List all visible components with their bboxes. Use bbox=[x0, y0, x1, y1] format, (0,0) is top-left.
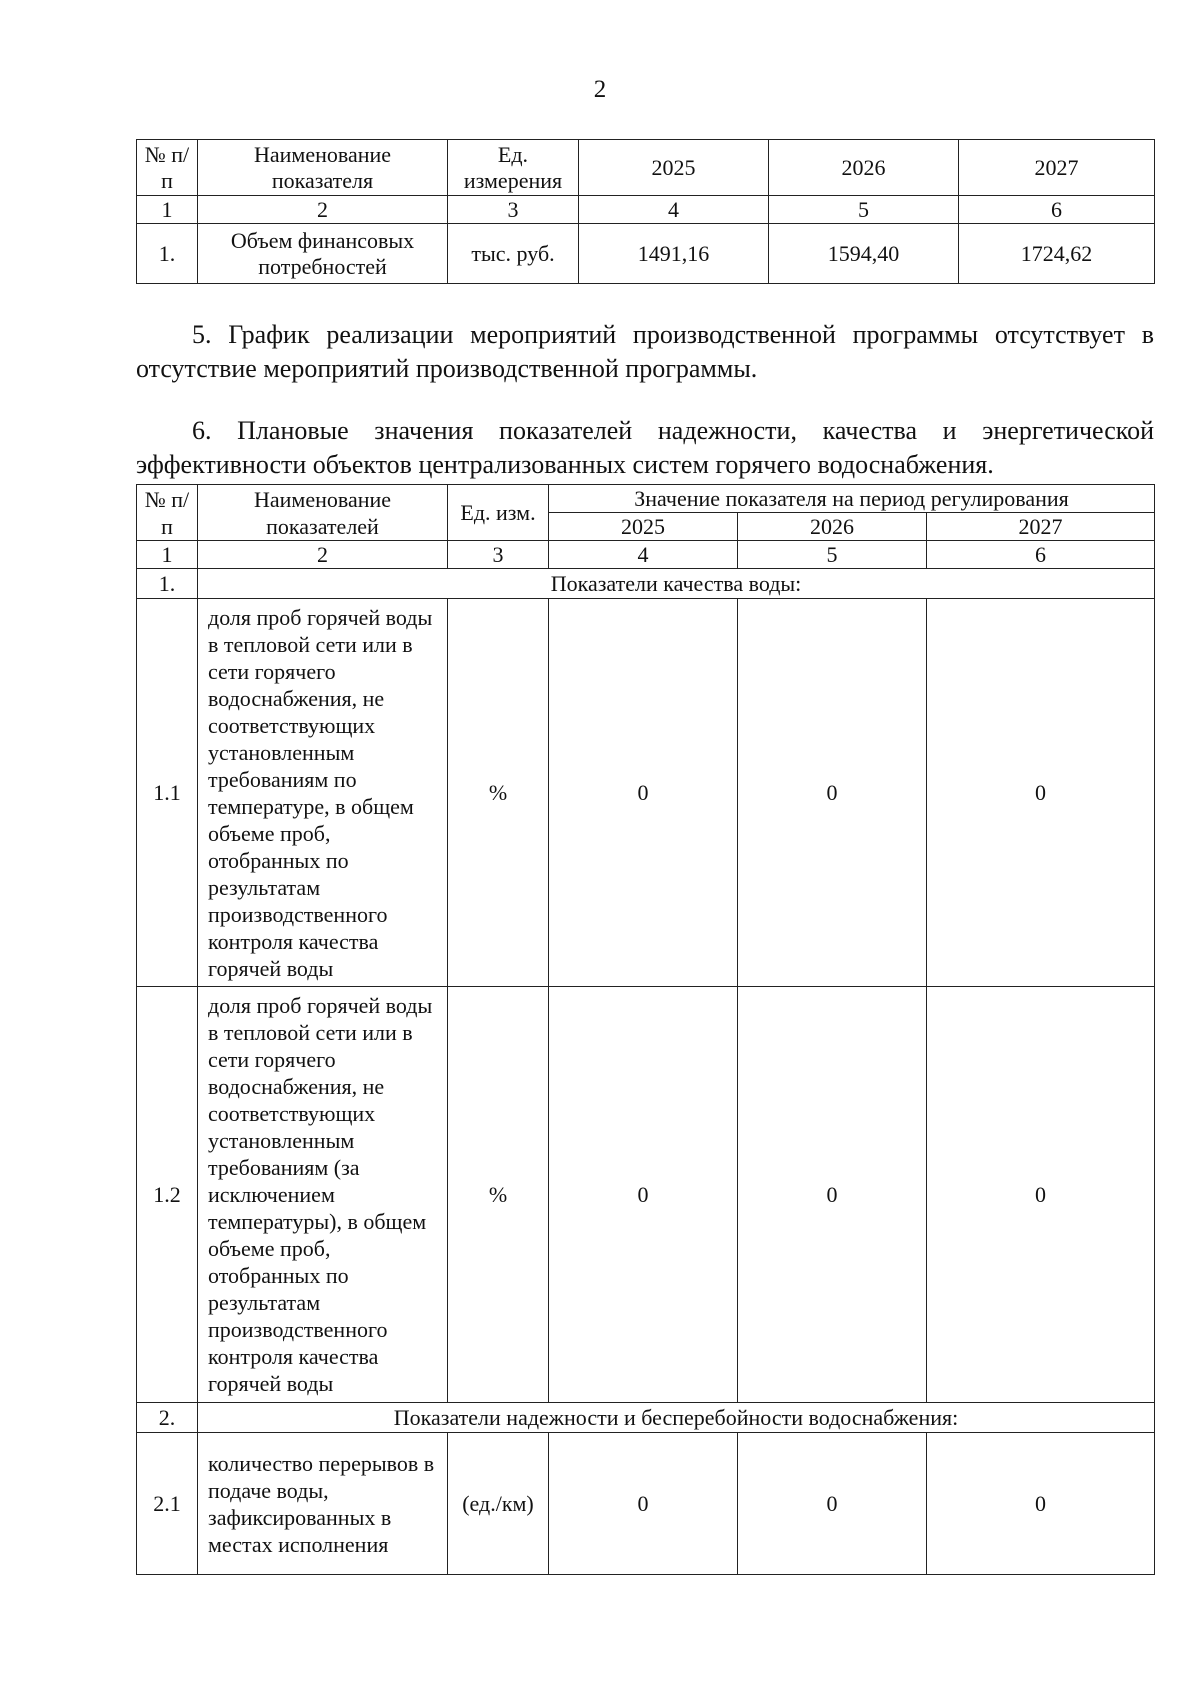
table-row bbox=[137, 599, 1155, 987]
value-2025: 0 bbox=[549, 599, 738, 987]
value-2026: 0 bbox=[738, 599, 927, 987]
year-header: 2026 bbox=[738, 513, 927, 541]
value-2025: 0 bbox=[549, 1433, 738, 1575]
indicator-name: доля проб горячей воды в тепловой сети или в сети горячего водоснабжения, не соответствующих установленным требованиям (за исключением температуры), в общем объеме проб, отобранных по результатам производственного контроля качества горячей воды bbox=[198, 987, 448, 1403]
column-number: 3 bbox=[448, 541, 549, 569]
column-number: 4 bbox=[579, 196, 769, 224]
section-title: Показатели надежности и бесперебойности водоснабжения: bbox=[198, 1403, 1155, 1433]
table-header-row bbox=[137, 140, 1155, 196]
header-cell: Ед. изм. bbox=[448, 485, 549, 541]
column-number: 6 bbox=[927, 541, 1155, 569]
column-number-row bbox=[137, 196, 1155, 224]
unit-cell: % bbox=[448, 599, 549, 987]
indicators-table bbox=[136, 484, 1155, 1575]
paragraph-6-text: 6. Плановые значения показателей надежности, качества и энергетической эффективности объектов централизованных систем горячего водоснабжения. bbox=[136, 416, 1154, 479]
section-number: 1. bbox=[137, 569, 198, 599]
indicator-name: Объем финансовых потребностей bbox=[198, 224, 448, 284]
header-cell: Ед. измерения bbox=[448, 140, 579, 196]
table-header-row bbox=[137, 485, 1155, 513]
column-number: 5 bbox=[769, 196, 959, 224]
row-number: 1.1 bbox=[137, 599, 198, 987]
value-2026: 0 bbox=[738, 987, 927, 1403]
paragraph-6 bbox=[136, 414, 1154, 482]
value-2027: 0 bbox=[927, 987, 1155, 1403]
column-number: 1 bbox=[137, 541, 198, 569]
year-header: 2025 bbox=[549, 513, 738, 541]
value-2027: 0 bbox=[927, 1433, 1155, 1575]
row-number: 1. bbox=[137, 224, 198, 284]
header-cell: 2025 bbox=[579, 140, 769, 196]
section-row bbox=[137, 569, 1155, 599]
header-cell: № п/п bbox=[137, 485, 198, 541]
column-number: 2 bbox=[198, 541, 448, 569]
year-header: 2027 bbox=[927, 513, 1155, 541]
unit-cell: % bbox=[448, 987, 549, 1403]
header-cell: 2026 bbox=[769, 140, 959, 196]
value-2026: 0 bbox=[738, 1433, 927, 1575]
column-number-row bbox=[137, 541, 1155, 569]
header-cell: Наименование показателей bbox=[198, 485, 448, 541]
paragraph-5 bbox=[136, 318, 1154, 386]
indicator-name: доля проб горячей воды в тепловой сети или в сети горячего водоснабжения, не соответствующих установленным требованиям по температуре, в общем объеме проб, отобранных по результатам производственного контроля качества горячей воды bbox=[198, 599, 448, 987]
table-row bbox=[137, 1433, 1155, 1575]
value-2025: 0 bbox=[549, 987, 738, 1403]
column-number: 2 bbox=[198, 196, 448, 224]
paragraph-5-text: 5. График реализации мероприятий производственной программы отсутствует в отсутствие мероприятий производственной программы. bbox=[136, 320, 1154, 383]
column-number: 3 bbox=[448, 196, 579, 224]
indicator-name: количество перерывов в подаче воды, зафиксированных в местах исполнения bbox=[198, 1433, 448, 1575]
row-number: 1.2 bbox=[137, 987, 198, 1403]
header-cell: 2027 bbox=[959, 140, 1155, 196]
value-2025: 1491,16 bbox=[579, 224, 769, 284]
financial-needs-table bbox=[136, 139, 1155, 284]
header-cell: Наименование показателя bbox=[198, 140, 448, 196]
header-cell: № п/п bbox=[137, 140, 198, 196]
unit-cell: тыс. руб. bbox=[448, 224, 579, 284]
page-number: 2 bbox=[593, 76, 607, 103]
value-2026: 1594,40 bbox=[769, 224, 959, 284]
table-row bbox=[137, 987, 1155, 1403]
unit-cell: (ед./км) bbox=[448, 1433, 549, 1575]
section-number: 2. bbox=[137, 1403, 198, 1433]
period-header: Значение показателя на период регулирования bbox=[549, 485, 1155, 513]
value-2027: 1724,62 bbox=[959, 224, 1155, 284]
column-number: 5 bbox=[738, 541, 927, 569]
column-number: 6 bbox=[959, 196, 1155, 224]
section-row bbox=[137, 1403, 1155, 1433]
value-2027: 0 bbox=[927, 599, 1155, 987]
row-number: 2.1 bbox=[137, 1433, 198, 1575]
column-number: 4 bbox=[549, 541, 738, 569]
section-title: Показатели качества воды: bbox=[198, 569, 1155, 599]
table-row bbox=[137, 224, 1155, 284]
column-number: 1 bbox=[137, 196, 198, 224]
